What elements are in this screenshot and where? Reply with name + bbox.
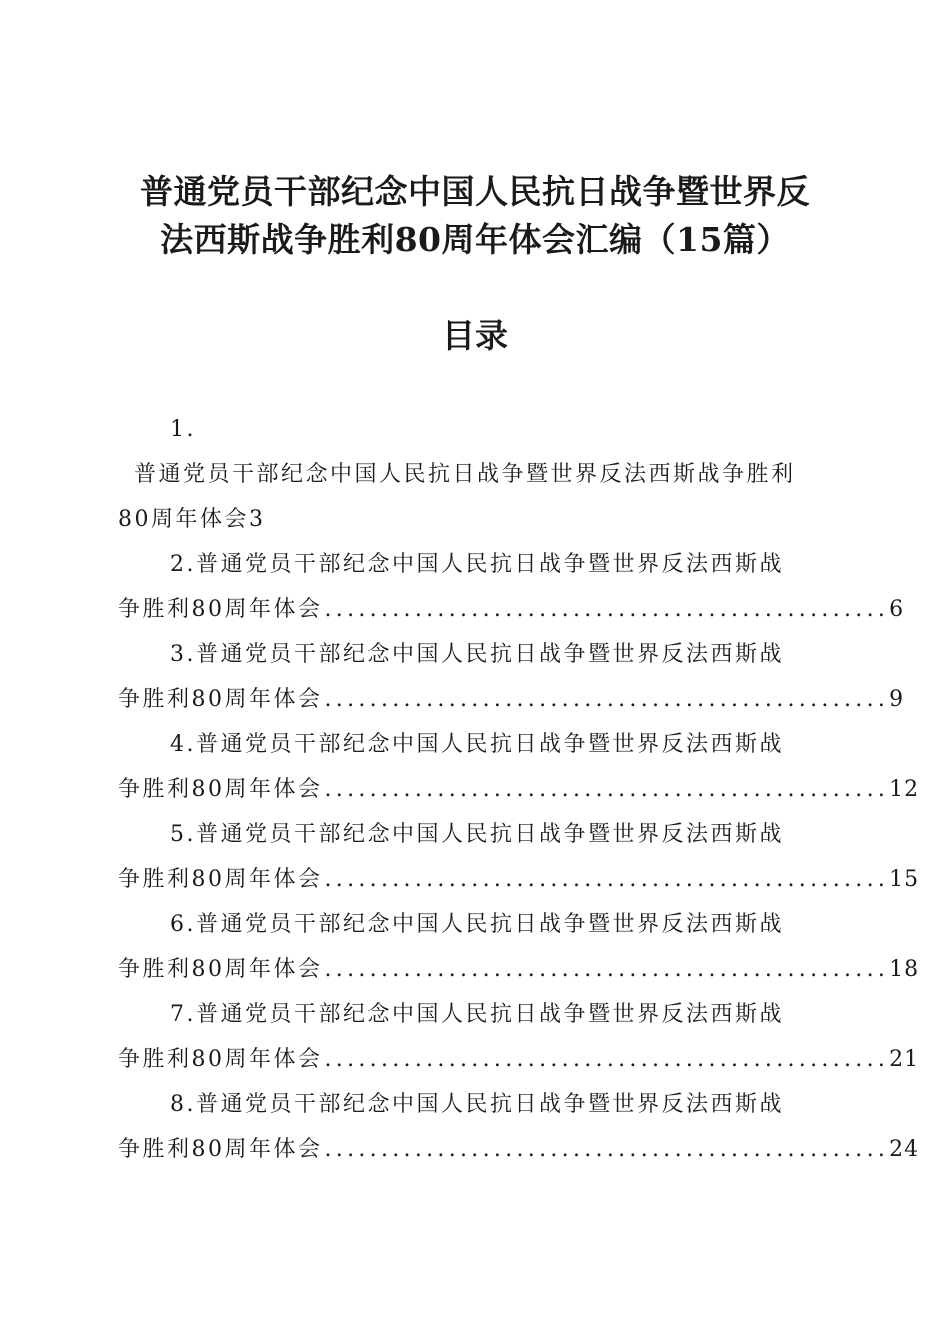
toc-page-number: 24 <box>889 1137 920 1162</box>
toc-dot-leader: .................................................. <box>324 597 890 622</box>
toc-entry-5 <box>118 813 920 903</box>
toc-entry-line-2 <box>118 1038 920 1083</box>
toc-dot-leader: .................................................. <box>324 957 890 982</box>
toc-dot-leader: .................................................. <box>324 687 890 712</box>
toc-entry-label: 争胜利80周年体会 <box>118 957 323 982</box>
toc-entry-label: 争胜利80周年体会 <box>118 687 323 712</box>
toc-dot-leader: .................................................. <box>324 777 890 802</box>
toc-page-number: 12 <box>889 777 920 802</box>
toc-dot-leader: .................................................. <box>324 1047 890 1072</box>
table-of-contents <box>118 408 920 1173</box>
toc-entry-line-1: 6.普通党员干部纪念中国人民抗日战争暨世界反法西斯战 <box>170 912 784 937</box>
toc-entry-line-1: 8.普通党员干部纪念中国人民抗日战争暨世界反法西斯战 <box>170 1092 784 1117</box>
toc-entry-4 <box>118 723 920 813</box>
toc-page-number: 6 <box>889 597 905 622</box>
toc-entry-3 <box>118 633 905 723</box>
toc-entry-2 <box>118 543 905 633</box>
toc-entry-line-2 <box>118 858 920 903</box>
toc-page-number: 15 <box>889 867 920 892</box>
toc-entry-line-1: 5.普通党员干部纪念中国人民抗日战争暨世界反法西斯战 <box>170 822 784 847</box>
toc-entry-label: 争胜利80周年体会 <box>118 867 323 892</box>
toc-entry-6 <box>118 903 920 993</box>
toc-entry-label: 争胜利80周年体会 <box>118 1047 323 1072</box>
document-title <box>100 168 850 264</box>
toc-page-number: 21 <box>889 1047 920 1072</box>
toc-entry-label: 争胜利80周年体会 <box>118 1137 323 1162</box>
toc-entry-line-2 <box>118 678 905 723</box>
toc-entry-line-1: 2.普通党员干部纪念中国人民抗日战争暨世界反法西斯战 <box>170 552 784 577</box>
toc-entry-line-1: 4.普通党员干部纪念中国人民抗日战争暨世界反法西斯战 <box>170 732 784 757</box>
toc-entry-line-2 <box>118 948 920 993</box>
toc-dot-leader: .................................................. <box>324 867 890 892</box>
toc-page-number: 9 <box>889 687 905 712</box>
toc-page-number: 18 <box>889 957 920 982</box>
toc-entry-1-number: 1. <box>170 417 196 442</box>
toc-entry-1-line-1: 普通党员干部纪念中国人民抗日战争暨世界反法西斯战争胜利 <box>134 462 796 487</box>
toc-dot-leader: .................................................. <box>324 1137 890 1162</box>
toc-entry-label: 争胜利80周年体会 <box>118 597 323 622</box>
toc-entry-8 <box>118 1083 920 1173</box>
toc-entry-line-1: 3.普通党员干部纪念中国人民抗日战争暨世界反法西斯战 <box>170 642 784 667</box>
toc-entry-line-1: 7.普通党员干部纪念中国人民抗日战争暨世界反法西斯战 <box>170 1002 784 1027</box>
toc-entry-line-2 <box>118 1128 920 1173</box>
toc-entry-1-line-2: 80周年体会3 <box>118 507 266 532</box>
toc-entry-line-2 <box>118 588 905 633</box>
title-line-2: 法西斯战争胜利80周年体会汇编（15篇） <box>160 220 790 259</box>
toc-entry-7 <box>118 993 920 1083</box>
toc-entry-line-2 <box>118 768 920 813</box>
toc-entry-label: 争胜利80周年体会 <box>118 777 323 802</box>
toc-heading: 目录 <box>442 316 508 355</box>
title-line-1: 普通党员干部纪念中国人民抗日战争暨世界反 <box>140 172 810 211</box>
